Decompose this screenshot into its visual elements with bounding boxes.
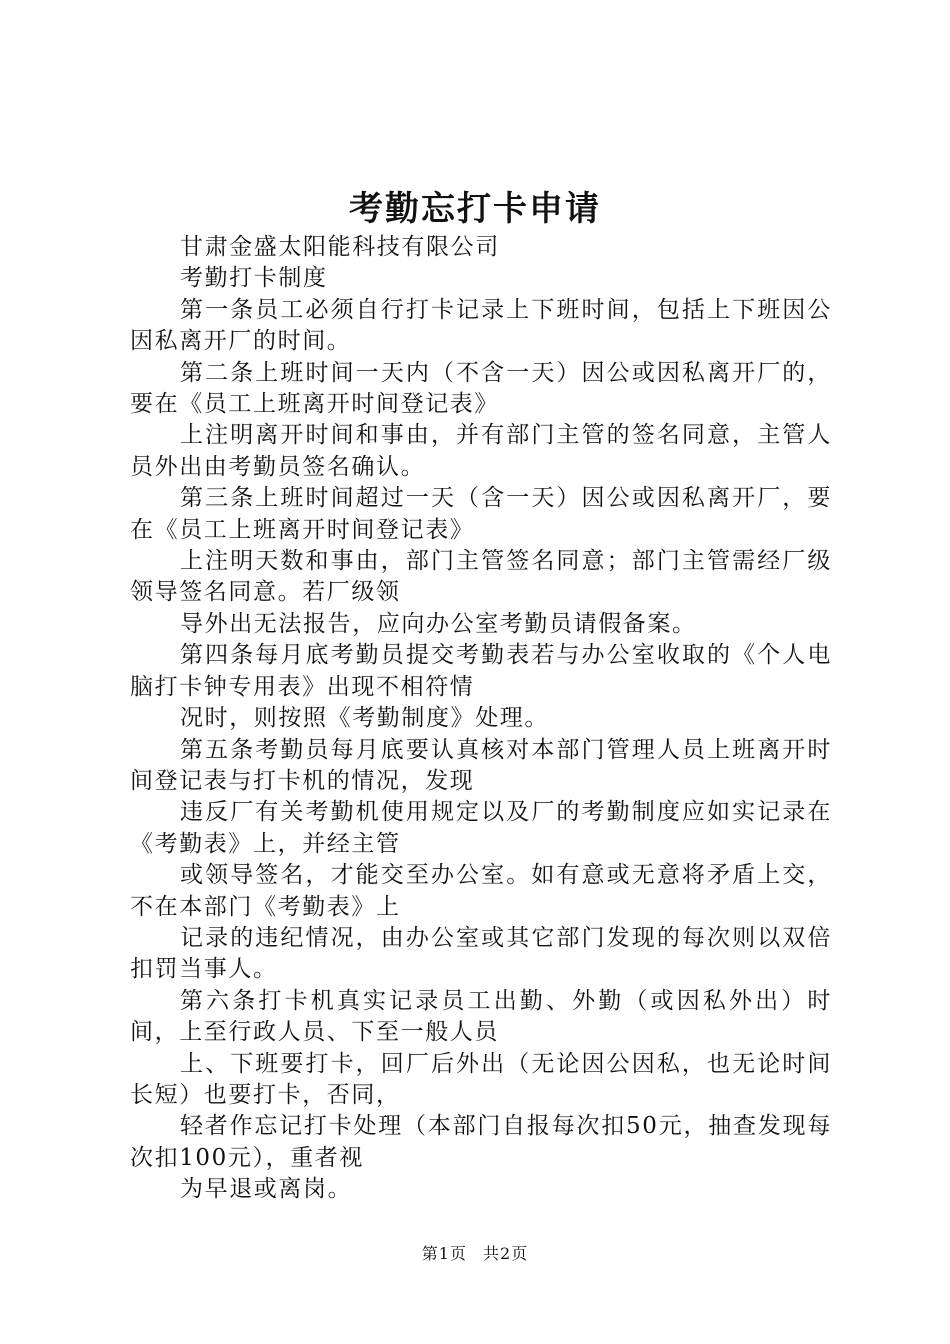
paragraph: 第四条每月底考勤员提交考勤表若与办公室收取的《个人电脑打卡钟专用表》出现不相符情 [130,642,832,700]
paragraph: 第三条上班时间超过一天（含一天）因公或因私离开厂，要在《员工上班离开时间登记表》 [130,485,832,543]
paragraph: 违反厂有关考勤机使用规定以及厂的考勤制度应如实记录在《考勤表》上，并经主管 [130,799,832,857]
paragraph: 第六条打卡机真实记录员工出勤、外勤（或因私外出）时间，上至行政人员、下至一般人员 [130,987,832,1046]
paragraph: 上、下班要打卡，回厂后外出（无论因公因私，也无论时间长短）也要打卡，否同， [130,1050,832,1108]
page-footer [0,1244,950,1264]
paragraph-company: 甘肃金盛太阳能科技有限公司 [180,234,500,260]
document-title: 考勤忘打卡申请 [349,189,601,229]
paragraph: 记录的违纪情况，由办公室或其它部门发现的每次则以双倍扣罚当事人。 [130,924,832,983]
paragraph: 第一条员工必须自行打卡记录上下班时间，包括上下班因公因私离开厂的时间。 [130,296,832,355]
paragraph: 上注明离开时间和事由，并有部门主管的签名同意，主管人员外出由考勤员签名确认。 [130,422,832,480]
document-body [130,232,832,1206]
paragraph-heading: 考勤打卡制度 [180,265,328,292]
page-total: 共2页 [483,1244,529,1263]
paragraph: 第五条考勤员每月底要认真核对本部门管理人员上班离开时间登记表与打卡机的情况，发现 [130,736,832,794]
paragraph: 上注明天数和事由，部门主管签名同意；部门主管需经厂级领导签名同意。若厂级领 [130,548,832,606]
paragraph: 第二条上班时间一天内（不含一天）因公或因私离开厂的，要在《员工上班离开时间登记表》 [130,359,832,418]
paragraph: 或领导签名，才能交至办公室。如有意或无意将矛盾上交，不在本部门《考勤表》上 [130,862,832,920]
paragraph: 况时，则按照《考勤制度》处理。 [180,705,549,732]
paragraph: 为早退或离岗。 [180,1176,353,1203]
page-number: 第1页 [421,1244,467,1263]
paragraph: 导外出无法报告，应向办公室考勤员请假备案。 [180,610,697,637]
paragraph: 轻者作忘记打卡处理（本部门自报每次扣50元，抽查发现每次扣100元），重者视 [130,1113,832,1171]
